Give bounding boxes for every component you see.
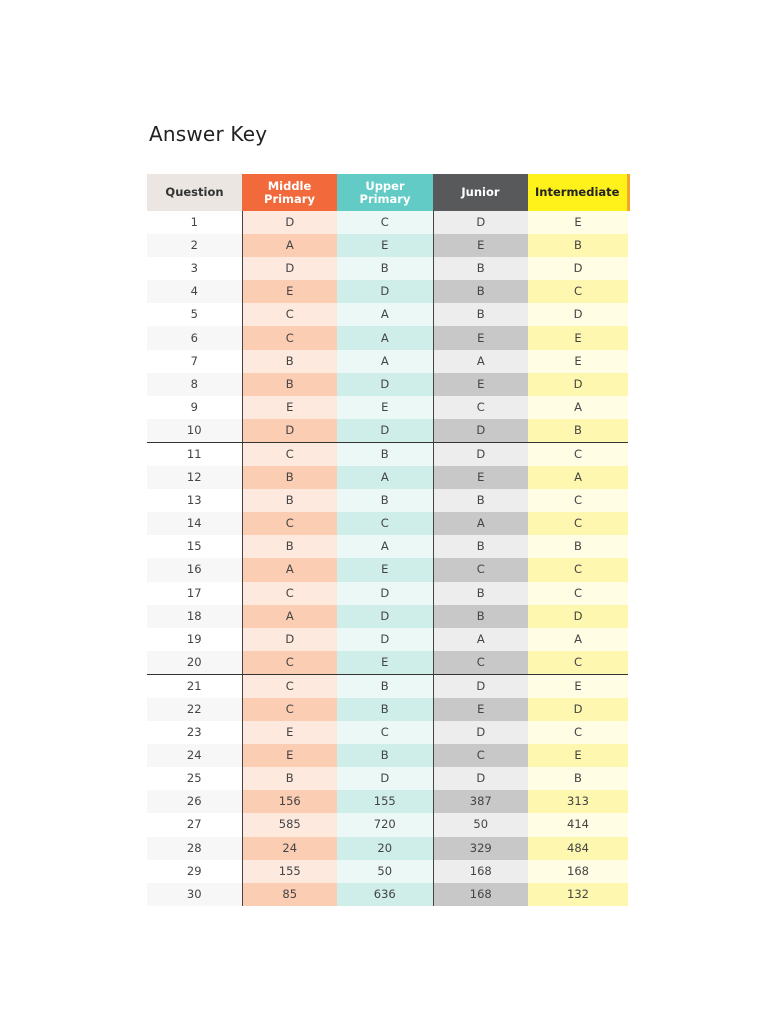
junior-cell: B	[433, 582, 528, 605]
middle-primary-cell: D	[242, 257, 337, 280]
table-row	[147, 512, 628, 535]
junior-cell: E	[433, 466, 528, 489]
table-row	[147, 883, 628, 906]
upper-primary-cell: E	[337, 651, 433, 675]
middle-primary-cell: C	[242, 326, 337, 349]
question-cell: 1	[147, 211, 242, 234]
middle-primary-cell: D	[242, 211, 337, 234]
intermediate-cell: C	[528, 721, 628, 744]
table-row	[147, 489, 628, 512]
intermediate-cell: C	[528, 280, 628, 303]
intermediate-cell: C	[528, 489, 628, 512]
question-cell: 21	[147, 674, 242, 698]
table-row	[147, 257, 628, 280]
intermediate-cell: B	[528, 234, 628, 257]
intermediate-cell: E	[528, 350, 628, 373]
intermediate-cell: A	[528, 466, 628, 489]
junior-cell: C	[433, 558, 528, 581]
upper-primary-cell: D	[337, 373, 433, 396]
table-row	[147, 767, 628, 790]
upper-primary-cell: E	[337, 558, 433, 581]
junior-cell: E	[433, 373, 528, 396]
intermediate-cell: 414	[528, 813, 628, 836]
upper-primary-cell: C	[337, 512, 433, 535]
upper-primary-cell: 155	[337, 790, 433, 813]
middle-primary-cell: B	[242, 350, 337, 373]
junior-cell: D	[433, 419, 528, 443]
intermediate-cell: 484	[528, 837, 628, 860]
intermediate-cell: A	[528, 628, 628, 651]
question-cell: 11	[147, 442, 242, 466]
table-row	[147, 698, 628, 721]
intermediate-cell: E	[528, 211, 628, 234]
upper-primary-cell: B	[337, 257, 433, 280]
table-row	[147, 721, 628, 744]
middle-primary-cell: C	[242, 442, 337, 466]
table-row	[147, 628, 628, 651]
junior-cell: A	[433, 512, 528, 535]
question-cell: 3	[147, 257, 242, 280]
middle-primary-cell: C	[242, 674, 337, 698]
upper-primary-cell: C	[337, 721, 433, 744]
table-row	[147, 466, 628, 489]
junior-cell: D	[433, 674, 528, 698]
upper-primary-cell: D	[337, 280, 433, 303]
middle-primary-cell: D	[242, 419, 337, 443]
junior-cell: 50	[433, 813, 528, 836]
junior-cell: B	[433, 280, 528, 303]
junior-cell: C	[433, 396, 528, 419]
middle-primary-cell: C	[242, 582, 337, 605]
junior-cell: D	[433, 442, 528, 466]
header-middle-primary	[242, 174, 337, 211]
intermediate-cell: E	[528, 744, 628, 767]
upper-primary-cell: A	[337, 303, 433, 326]
question-cell: 25	[147, 767, 242, 790]
junior-cell: A	[433, 350, 528, 373]
middle-primary-cell: E	[242, 280, 337, 303]
header-upper-primary-label: Upper Primary	[359, 178, 411, 206]
table-row	[147, 582, 628, 605]
table-row	[147, 280, 628, 303]
middle-primary-cell: 155	[242, 860, 337, 883]
intermediate-cell: 132	[528, 883, 628, 906]
middle-primary-cell: A	[242, 234, 337, 257]
question-cell: 27	[147, 813, 242, 836]
header-junior: Junior	[433, 174, 528, 211]
intermediate-cell: 313	[528, 790, 628, 813]
upper-primary-cell: A	[337, 350, 433, 373]
page-title: Answer Key	[149, 122, 268, 146]
intermediate-cell: C	[528, 442, 628, 466]
table-row	[147, 373, 628, 396]
junior-cell: A	[433, 628, 528, 651]
upper-primary-cell: D	[337, 419, 433, 443]
header-question: Question	[147, 174, 242, 211]
middle-primary-cell: C	[242, 698, 337, 721]
table-row	[147, 837, 628, 860]
table-row	[147, 651, 628, 675]
table-row	[147, 813, 628, 836]
middle-primary-cell: 85	[242, 883, 337, 906]
junior-cell: B	[433, 303, 528, 326]
junior-cell: B	[433, 489, 528, 512]
junior-cell: D	[433, 767, 528, 790]
middle-primary-cell: A	[242, 605, 337, 628]
question-cell: 10	[147, 419, 242, 443]
intermediate-cell: D	[528, 373, 628, 396]
question-cell: 24	[147, 744, 242, 767]
middle-primary-cell: B	[242, 466, 337, 489]
middle-primary-cell: 585	[242, 813, 337, 836]
middle-primary-cell: D	[242, 628, 337, 651]
middle-primary-cell: B	[242, 489, 337, 512]
question-cell: 12	[147, 466, 242, 489]
upper-primary-cell: B	[337, 442, 433, 466]
junior-cell: B	[433, 535, 528, 558]
junior-cell: 168	[433, 860, 528, 883]
upper-primary-cell: D	[337, 628, 433, 651]
upper-primary-cell: B	[337, 698, 433, 721]
question-cell: 22	[147, 698, 242, 721]
table-row	[147, 442, 628, 466]
table-row	[147, 535, 628, 558]
intermediate-cell: D	[528, 605, 628, 628]
question-cell: 7	[147, 350, 242, 373]
junior-cell: C	[433, 651, 528, 675]
question-cell: 20	[147, 651, 242, 675]
question-cell: 26	[147, 790, 242, 813]
table-row	[147, 303, 628, 326]
upper-primary-cell: D	[337, 582, 433, 605]
table-row	[147, 744, 628, 767]
intermediate-cell: D	[528, 303, 628, 326]
upper-primary-cell: B	[337, 744, 433, 767]
upper-primary-cell: 50	[337, 860, 433, 883]
intermediate-cell: C	[528, 512, 628, 535]
table-row	[147, 860, 628, 883]
intermediate-cell: E	[528, 326, 628, 349]
middle-primary-cell: B	[242, 767, 337, 790]
table-row	[147, 234, 628, 257]
upper-primary-cell: D	[337, 767, 433, 790]
junior-cell: B	[433, 257, 528, 280]
intermediate-cell: B	[528, 767, 628, 790]
header-row	[147, 174, 628, 211]
middle-primary-cell: B	[242, 535, 337, 558]
table-row	[147, 396, 628, 419]
middle-primary-cell: E	[242, 744, 337, 767]
table-row	[147, 558, 628, 581]
answer-key-table	[147, 174, 630, 906]
upper-primary-cell: B	[337, 674, 433, 698]
intermediate-cell: A	[528, 396, 628, 419]
junior-cell: C	[433, 744, 528, 767]
question-cell: 6	[147, 326, 242, 349]
upper-primary-cell: A	[337, 535, 433, 558]
upper-primary-cell: 636	[337, 883, 433, 906]
upper-primary-cell: B	[337, 489, 433, 512]
question-cell: 14	[147, 512, 242, 535]
upper-primary-cell: 720	[337, 813, 433, 836]
intermediate-cell: C	[528, 582, 628, 605]
intermediate-cell: D	[528, 698, 628, 721]
question-cell: 19	[147, 628, 242, 651]
question-cell: 2	[147, 234, 242, 257]
question-cell: 15	[147, 535, 242, 558]
upper-primary-cell: A	[337, 326, 433, 349]
question-cell: 5	[147, 303, 242, 326]
header-intermediate: Intermediate	[528, 174, 628, 211]
junior-cell: B	[433, 605, 528, 628]
upper-primary-cell: A	[337, 466, 433, 489]
intermediate-cell: B	[528, 535, 628, 558]
junior-cell: D	[433, 211, 528, 234]
answer-rows	[147, 211, 628, 906]
middle-primary-cell: A	[242, 558, 337, 581]
question-cell: 13	[147, 489, 242, 512]
middle-primary-cell: E	[242, 396, 337, 419]
junior-cell: 329	[433, 837, 528, 860]
question-cell: 28	[147, 837, 242, 860]
intermediate-cell: B	[528, 419, 628, 443]
table-row	[147, 605, 628, 628]
header-upper-primary	[337, 174, 433, 211]
table-row	[147, 419, 628, 443]
middle-primary-cell: C	[242, 303, 337, 326]
middle-primary-cell: C	[242, 512, 337, 535]
question-cell: 4	[147, 280, 242, 303]
table-row	[147, 326, 628, 349]
intermediate-cell: C	[528, 651, 628, 675]
upper-primary-cell: D	[337, 605, 433, 628]
upper-primary-cell: E	[337, 396, 433, 419]
table-row	[147, 211, 628, 234]
middle-primary-cell: C	[242, 651, 337, 675]
middle-primary-cell: 24	[242, 837, 337, 860]
question-cell: 9	[147, 396, 242, 419]
upper-primary-cell: 20	[337, 837, 433, 860]
table-row	[147, 674, 628, 698]
junior-cell: 168	[433, 883, 528, 906]
junior-cell: E	[433, 698, 528, 721]
intermediate-cell: D	[528, 257, 628, 280]
middle-primary-cell: 156	[242, 790, 337, 813]
question-cell: 16	[147, 558, 242, 581]
junior-cell: 387	[433, 790, 528, 813]
middle-primary-cell: E	[242, 721, 337, 744]
question-cell: 30	[147, 883, 242, 906]
junior-cell: E	[433, 234, 528, 257]
question-cell: 8	[147, 373, 242, 396]
table-row	[147, 350, 628, 373]
question-cell: 29	[147, 860, 242, 883]
question-cell: 18	[147, 605, 242, 628]
header-middle-primary-label: Middle Primary	[264, 178, 315, 206]
upper-primary-cell: C	[337, 211, 433, 234]
question-cell: 17	[147, 582, 242, 605]
junior-cell: E	[433, 326, 528, 349]
intermediate-cell: 168	[528, 860, 628, 883]
intermediate-cell: E	[528, 674, 628, 698]
table-row	[147, 790, 628, 813]
junior-cell: D	[433, 721, 528, 744]
middle-primary-cell: B	[242, 373, 337, 396]
upper-primary-cell: E	[337, 234, 433, 257]
question-cell: 23	[147, 721, 242, 744]
intermediate-cell: C	[528, 558, 628, 581]
